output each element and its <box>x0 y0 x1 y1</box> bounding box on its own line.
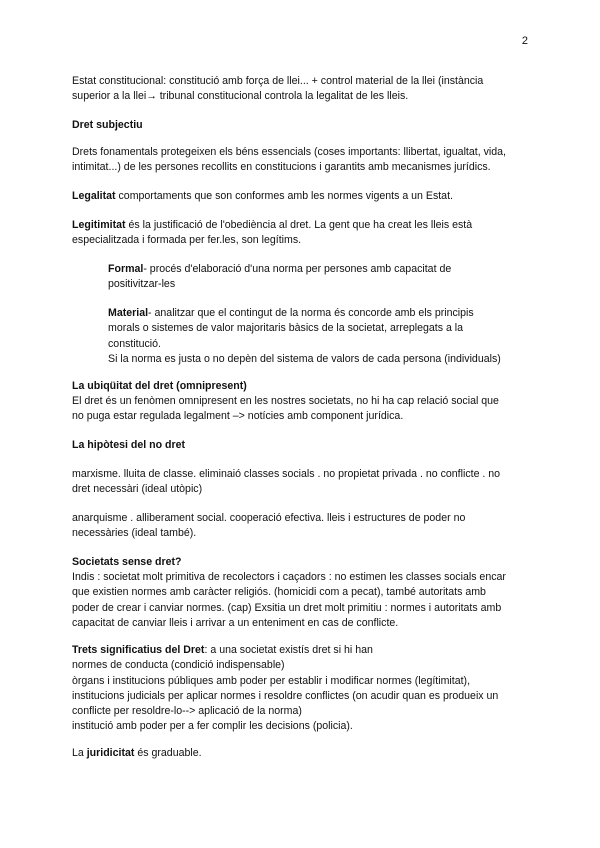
paragraph-anarquisme <box>72 511 532 542</box>
text-line: - analitzar que el contingut de la norma és concorde amb els principis <box>148 307 474 319</box>
text-line: òrgans i institucions públiques amb poder per establir i modificar normes (legítimitat), <box>72 674 471 687</box>
text-line: Estat constitucional: constitució amb força de llei... + control material de la llei (instància <box>72 75 484 87</box>
paragraph-estat-constitucional <box>72 74 532 105</box>
paragraph-juridicitat <box>72 746 532 761</box>
text-line: especialitzada i formada per fer.les, son legítims. <box>72 234 302 247</box>
term-legalitat: Legalitat <box>72 190 116 202</box>
text-line: morals o sistemes de valor majoritaris bàsics de la societat, arreplegats a la <box>108 322 464 335</box>
paragraph-material <box>108 306 532 367</box>
text-line: superior a la llei→ tribunal constitucional controla la legalitat de les lleis. <box>72 90 409 103</box>
text-line: necessàries (ideal també). <box>72 527 197 540</box>
heading-dret-subjectiu: Dret subjectiu <box>72 119 143 131</box>
text-line: Si la norma es justa o no depèn del sistema de valors de cada persona (individuals) <box>108 352 501 365</box>
paragraph-marxisme <box>72 467 532 498</box>
text-line: és la justificació de l'obediència al dret. La gent que ha creat les lleis està <box>125 219 473 231</box>
heading-ubiquitat: La ubiqüitat del dret (omnipresent) <box>72 380 247 392</box>
text-line: normes de conducta (condició indispensable) <box>72 659 285 672</box>
term-juridicitat: juridicitat <box>86 747 135 759</box>
text-line: no puga estar regulada legalment –> notícies amb component jurídica. <box>72 410 404 423</box>
term-material: Material <box>108 307 149 319</box>
text-line: poder de crear i canviar normes. (cap) Exsitia un dret molt primitiu : normes i autoritats amb <box>72 601 502 614</box>
text-line: que existien normes amb caràcter religiós. (homicidi com a pecat), també autoritats amb <box>72 586 486 599</box>
text-line: institucions judicials per aplicar normes i resoldre conflictes (on acudir quan es produeix un <box>72 689 499 702</box>
paragraph-indis <box>72 570 532 631</box>
text-line: comportaments que son conformes amb les normes vigents a un Estat. <box>115 190 453 202</box>
text-line: Drets fonamentals protegeixen els béns essencials (coses importants: llibertat, igualtat, vida, <box>72 146 506 158</box>
text-line: - procés d'elaboració d'una norma per persones amb capacitat de <box>143 263 452 275</box>
text-line: : a una societat existís dret si hi han <box>204 644 373 656</box>
term-legitimitat: Legitimitat <box>72 219 126 231</box>
text-line: institució amb poder per a fer complir les decisions (policia). <box>72 720 353 733</box>
text-line: anarquisme . alliberament social. cooperació efectiva. lleis i estructures de poder no <box>72 512 466 524</box>
text-line: La <box>72 747 87 759</box>
text-line: intimitat...) de les persones recollits en constitucions i garantits amb mecanismes jurídics. <box>72 161 491 174</box>
text-line: constitució. <box>108 337 161 350</box>
paragraph-ubiquitat <box>72 394 532 425</box>
paragraph-drets-fonamentals <box>72 145 532 176</box>
paragraph-trets <box>72 643 532 735</box>
page-number: 2 <box>521 35 528 47</box>
text-line: és graduable. <box>134 747 202 759</box>
text-line: positivitzar-les <box>108 278 176 291</box>
text-line: dret necessàri (ideal utòpic) <box>72 483 203 496</box>
paragraph-legalitat <box>72 189 532 204</box>
text-line: marxisme. lluita de classe. eliminaió classes socials . no propietat privada . no conflicte . no <box>72 468 501 480</box>
term-trets: Trets significatius del Dret <box>72 644 205 656</box>
paragraph-formal <box>108 262 532 293</box>
text-line: El dret és un fenòmen omnipresent en les nostres societats, no hi ha cap relació social que <box>72 395 499 407</box>
heading-hipotesi: La hipòtesi del no dret <box>72 439 186 451</box>
text-line: Indis : societat molt primitiva de recolectors i caçadors : no estimen les classes socials encar <box>72 571 506 583</box>
term-formal: Formal <box>108 263 144 275</box>
paragraph-legitimitat <box>72 218 532 249</box>
text-line: conflicte per resoldre-lo--> aplicació de la norma) <box>72 705 302 718</box>
text-line: capacitat de canviar lleis i arrivar a un enteniment en cas de conflicte. <box>72 616 399 629</box>
heading-societats: Societats sense dret? <box>72 556 182 568</box>
